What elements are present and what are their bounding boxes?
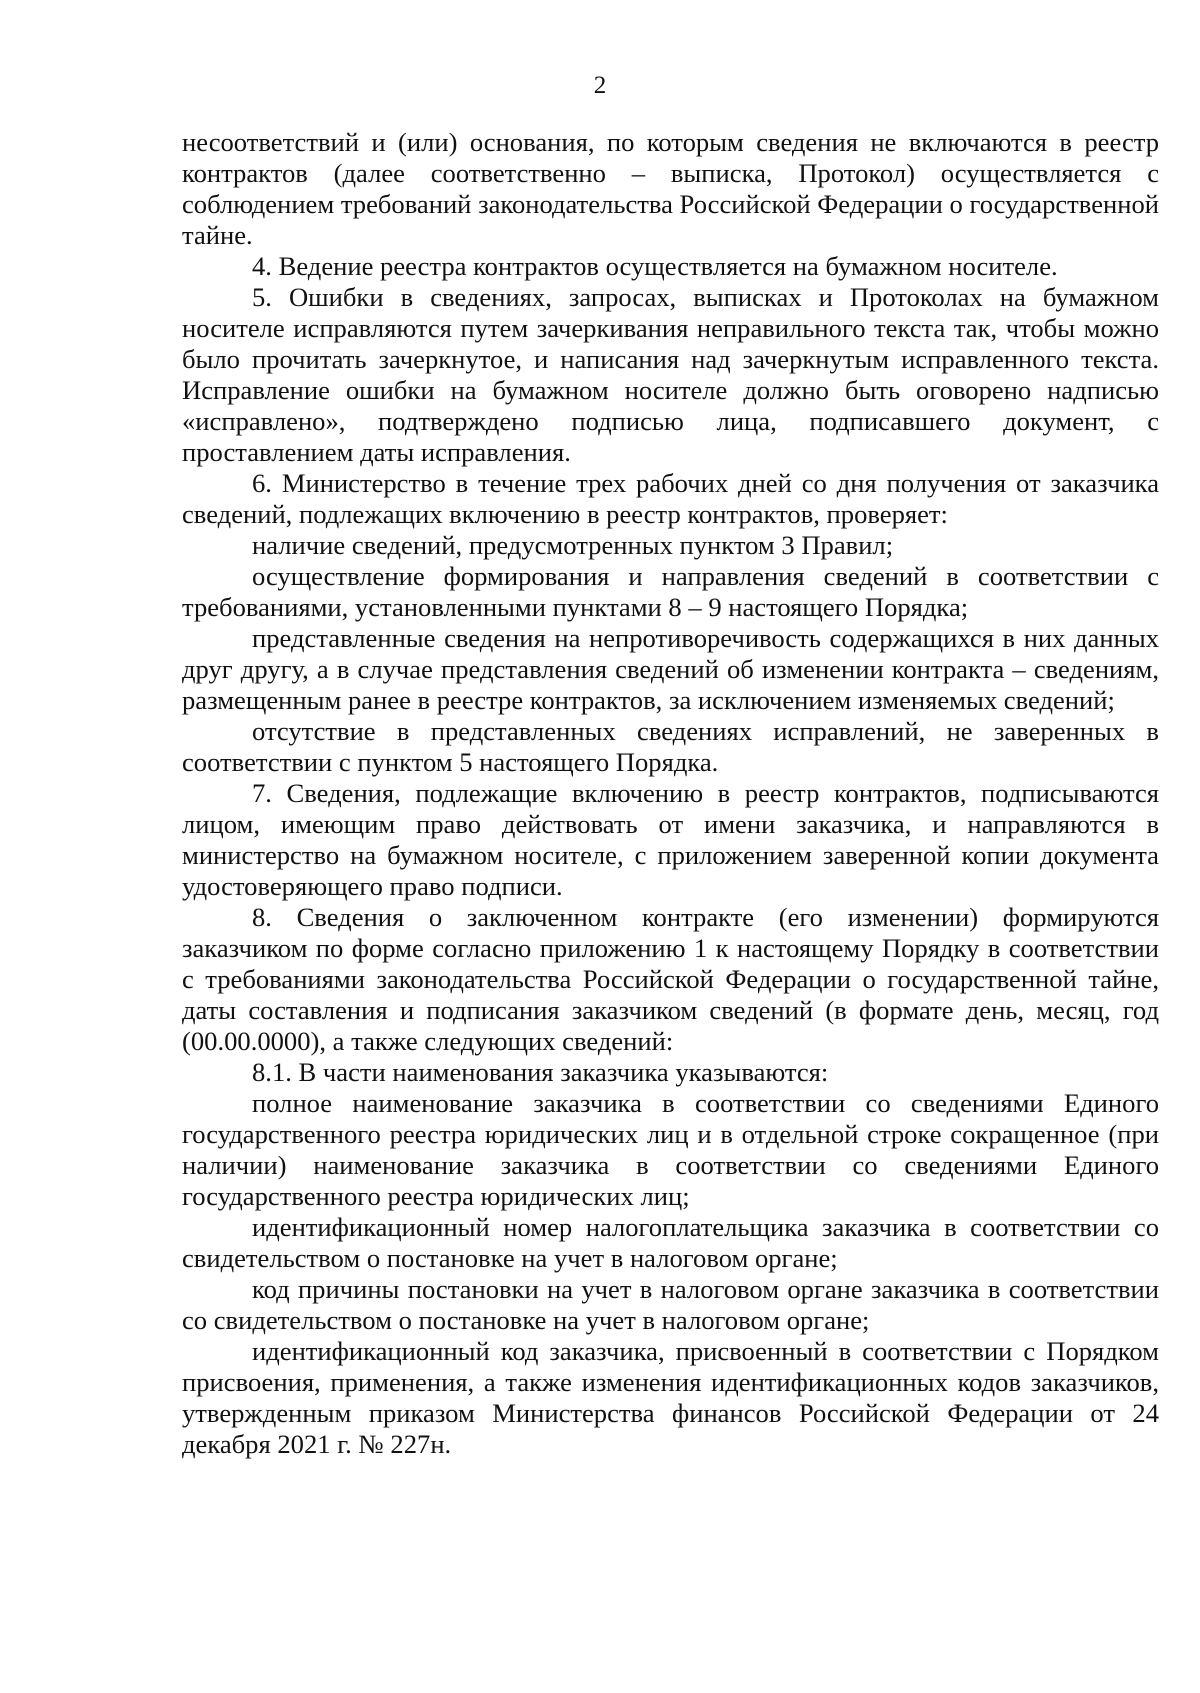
paragraph-item-4: 4. Ведение реестра контрактов осуществляется на бумажном носителе. xyxy=(252,251,1058,281)
paragraph-item-8-1: 8.1. В части наименования заказчика указываются: xyxy=(252,1057,829,1087)
paragraph-item-6-check-4: отсутствие в представленных сведениях исправлений, не заверенных в соответствии с пунктом 5 настоящего Порядка. xyxy=(182,716,1159,777)
paragraph-item-7: 7. Сведения, подлежащие включению в реестр контрактов, подписываются лицом, имеющим право действовать от имени заказчика, и направляются в министерство на бумажном носителе, с приложением заверенной копии документа удостоверяющего право подписи. xyxy=(182,778,1159,901)
document-body xyxy=(182,127,1159,1460)
paragraph-item-6-check-3: представленные сведения на непротиворечивость содержащихся в них данных друг другу, а в случае представления сведений об изменении контракта – сведениям, размещенным ранее в реестре контрактов, за исключением изменяемых сведений; xyxy=(182,623,1159,715)
paragraph-continuation: несоответствий и (или) основания, по которым сведения не включаются в реестр контрактов (далее соответственно – выписка, Протокол) осуществляется с соблюдением требований законодательства Российской Федерации о государственной тайне. xyxy=(182,127,1159,250)
paragraph-item-8-1-id-code: идентификационный код заказчика, присвоенный в соответствии с Порядком присвоения, применения, а также изменения идентификационных кодов заказчиков, утвержденным приказом Министерства финансов Российской Федерации от 24 декабря 2021 г. № 227н. xyxy=(182,1336,1159,1459)
paragraph-item-5: 5. Ошибки в сведениях, запросах, выписках и Протоколах на бумажном носителе исправляются путем зачеркивания неправильного текста так, чтобы можно было прочитать зачеркнутое, и написания над зачеркнутым исправленного текста. Исправление ошибки на бумажном носителе должно быть оговорено надписью «исправлено», подтверждено подписью лица, подписавшего документ, с проставлением даты исправления. xyxy=(182,282,1159,467)
paragraph-item-8-1-inn: идентификационный номер налогоплательщика заказчика в соответствии со свидетельством о постановке на учет в налоговом органе; xyxy=(182,1212,1159,1273)
paragraph-item-6: 6. Министерство в течение трех рабочих дней со дня получения от заказчика сведений, подлежащих включению в реестр контрактов, проверяет: xyxy=(182,468,1159,529)
paragraph-item-6-check-1: наличие сведений, предусмотренных пунктом 3 Правил; xyxy=(252,530,894,560)
paragraph-item-6-check-2: осуществление формирования и направления сведений в соответствии с требованиями, установленными пунктами 8 – 9 настоящего Порядка; xyxy=(182,561,1159,622)
paragraph-item-8: 8. Сведения о заключенном контракте (его изменении) формируются заказчиком по форме согласно приложению 1 к настоящему Порядку в соответствии с требованиями законодательства Российской Федерации о государственной тайне, даты составления и подписания заказчиком сведений (в формате день, месяц, год (00.00.0000), а также следующих сведений: xyxy=(182,902,1159,1056)
paragraph-item-8-1-full-name: полное наименование заказчика в соответствии со сведениями Единого государственного реестра юридических лиц и в отдельной строке сокращенное (при наличии) наименование заказчика в соответствии со сведениями Единого государственного реестра юридических лиц; xyxy=(182,1088,1159,1211)
page-number: 2 xyxy=(593,72,607,99)
paragraph-item-8-1-kpp: код причины постановки на учет в налоговом органе заказчика в соответствии со свидетельством о постановке на учет в налоговом органе; xyxy=(182,1274,1159,1335)
